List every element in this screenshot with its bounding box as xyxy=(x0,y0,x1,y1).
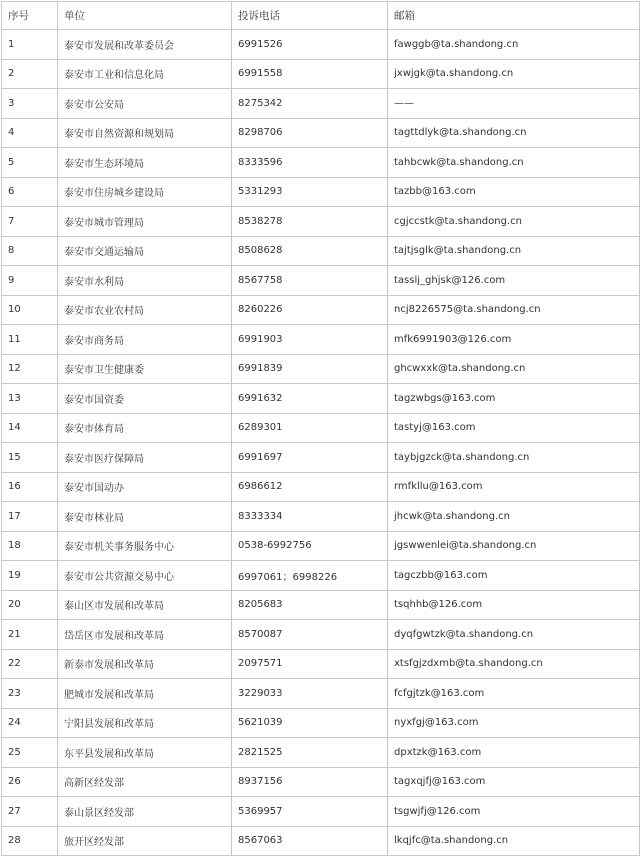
table-row xyxy=(2,826,640,856)
cell-phone: 6991558 xyxy=(232,59,388,89)
cell-unit: 泰安市生态环境局 xyxy=(58,148,232,178)
cell-unit: 泰安市住房城乡建设局 xyxy=(58,177,232,207)
cell-unit: 泰安市工业和信息化局 xyxy=(58,59,232,89)
cell-seq: 2 xyxy=(2,59,58,89)
cell-phone: 8508628 xyxy=(232,236,388,266)
cell-unit: 泰安市国资委 xyxy=(58,384,232,414)
cell-email: —— xyxy=(388,89,640,119)
table-row xyxy=(2,679,640,709)
header-row xyxy=(2,2,640,30)
cell-unit: 泰安市体育局 xyxy=(58,413,232,443)
cell-unit: 泰安市城市管理局 xyxy=(58,207,232,237)
table-row xyxy=(2,708,640,738)
cell-email: ncj8226575@ta.shandong.cn xyxy=(388,295,640,325)
cell-unit: 泰安市交通运输局 xyxy=(58,236,232,266)
cell-phone: 2097571 xyxy=(232,649,388,679)
cell-seq: 26 xyxy=(2,767,58,797)
cell-email: xtsfgjzdxmb@ta.shandong.cn xyxy=(388,649,640,679)
cell-unit: 泰安市卫生健康委 xyxy=(58,354,232,384)
table-row xyxy=(2,236,640,266)
table-row xyxy=(2,620,640,650)
cell-unit: 东平县发展和改革局 xyxy=(58,738,232,768)
cell-seq: 27 xyxy=(2,797,58,827)
cell-email: tagxqjfj@163.com xyxy=(388,767,640,797)
header-seq: 序号 xyxy=(2,2,58,30)
cell-phone: 8567758 xyxy=(232,266,388,296)
cell-seq: 20 xyxy=(2,590,58,620)
cell-seq: 6 xyxy=(2,177,58,207)
cell-seq: 16 xyxy=(2,472,58,502)
cell-phone: 8570087 xyxy=(232,620,388,650)
complaint-contacts-table xyxy=(1,1,640,856)
cell-seq: 13 xyxy=(2,384,58,414)
cell-seq: 7 xyxy=(2,207,58,237)
table-row xyxy=(2,59,640,89)
cell-email: tazbb@163.com xyxy=(388,177,640,207)
cell-phone: 6289301 xyxy=(232,413,388,443)
table-header xyxy=(2,2,640,30)
cell-phone: 0538-6992756 xyxy=(232,531,388,561)
cell-seq: 10 xyxy=(2,295,58,325)
cell-email: nyxfgj@163.com xyxy=(388,708,640,738)
cell-unit: 泰安市自然资源和规划局 xyxy=(58,118,232,148)
cell-unit: 高新区经发部 xyxy=(58,767,232,797)
table-row xyxy=(2,207,640,237)
cell-seq: 1 xyxy=(2,30,58,60)
table-row xyxy=(2,295,640,325)
cell-email: tagttdlyk@ta.shandong.cn xyxy=(388,118,640,148)
cell-phone: 8937156 xyxy=(232,767,388,797)
table-row xyxy=(2,177,640,207)
cell-email: fawggb@ta.shandong.cn xyxy=(388,30,640,60)
table-row xyxy=(2,531,640,561)
cell-seq: 15 xyxy=(2,443,58,473)
table-row xyxy=(2,502,640,532)
cell-phone: 5331293 xyxy=(232,177,388,207)
cell-seq: 11 xyxy=(2,325,58,355)
cell-seq: 28 xyxy=(2,826,58,856)
cell-email: jhcwk@ta.shandong.cn xyxy=(388,502,640,532)
table-row xyxy=(2,738,640,768)
table-row xyxy=(2,767,640,797)
cell-email: tastyj@163.com xyxy=(388,413,640,443)
table-row xyxy=(2,590,640,620)
cell-seq: 4 xyxy=(2,118,58,148)
table-row xyxy=(2,443,640,473)
cell-seq: 9 xyxy=(2,266,58,296)
table-row xyxy=(2,561,640,591)
cell-phone: 3229033 xyxy=(232,679,388,709)
cell-phone: 2821525 xyxy=(232,738,388,768)
cell-seq: 23 xyxy=(2,679,58,709)
cell-phone: 6997061；6998226 xyxy=(232,561,388,591)
cell-seq: 14 xyxy=(2,413,58,443)
cell-email: tajtjsglk@ta.shandong.cn xyxy=(388,236,640,266)
cell-unit: 旅开区经发部 xyxy=(58,826,232,856)
table-row xyxy=(2,118,640,148)
cell-seq: 24 xyxy=(2,708,58,738)
table-row xyxy=(2,325,640,355)
cell-email: taybjgzck@ta.shandong.cn xyxy=(388,443,640,473)
cell-email: dpxtzk@163.com xyxy=(388,738,640,768)
cell-phone: 8205683 xyxy=(232,590,388,620)
cell-unit: 泰安市商务局 xyxy=(58,325,232,355)
cell-unit: 泰安市公共资源交易中心 xyxy=(58,561,232,591)
table-row xyxy=(2,148,640,178)
cell-email: cgjccstk@ta.shandong.cn xyxy=(388,207,640,237)
cell-seq: 25 xyxy=(2,738,58,768)
cell-unit: 泰安市林业局 xyxy=(58,502,232,532)
cell-seq: 18 xyxy=(2,531,58,561)
cell-unit: 泰安市发展和改革委员会 xyxy=(58,30,232,60)
cell-seq: 5 xyxy=(2,148,58,178)
cell-email: fcfgjtzk@163.com xyxy=(388,679,640,709)
cell-phone: 5369957 xyxy=(232,797,388,827)
cell-unit: 泰安市水利局 xyxy=(58,266,232,296)
cell-email: tagzwbgs@163.com xyxy=(388,384,640,414)
cell-phone: 6991697 xyxy=(232,443,388,473)
cell-phone: 8333596 xyxy=(232,148,388,178)
cell-seq: 8 xyxy=(2,236,58,266)
cell-seq: 3 xyxy=(2,89,58,119)
cell-phone: 8538278 xyxy=(232,207,388,237)
cell-phone: 5621039 xyxy=(232,708,388,738)
cell-unit: 泰安市国动办 xyxy=(58,472,232,502)
cell-phone: 6991526 xyxy=(232,30,388,60)
table-row xyxy=(2,89,640,119)
table-row xyxy=(2,413,640,443)
cell-phone: 6991839 xyxy=(232,354,388,384)
cell-email: ghcwxxk@ta.shandong.cn xyxy=(388,354,640,384)
cell-phone: 8333334 xyxy=(232,502,388,532)
cell-email: tahbcwk@ta.shandong.cn xyxy=(388,148,640,178)
table-row xyxy=(2,30,640,60)
cell-unit: 泰安市机关事务服务中心 xyxy=(58,531,232,561)
cell-email: jxwjgk@ta.shandong.cn xyxy=(388,59,640,89)
table-row xyxy=(2,354,640,384)
cell-unit: 宁阳县发展和改革局 xyxy=(58,708,232,738)
table-row xyxy=(2,472,640,502)
cell-seq: 12 xyxy=(2,354,58,384)
cell-unit: 泰安市医疗保障局 xyxy=(58,443,232,473)
cell-email: tagczbb@163.com xyxy=(388,561,640,591)
table-row xyxy=(2,649,640,679)
cell-phone: 8275342 xyxy=(232,89,388,119)
cell-unit: 泰安市公安局 xyxy=(58,89,232,119)
cell-seq: 17 xyxy=(2,502,58,532)
cell-email: jgswwenlei@ta.shandong.cn xyxy=(388,531,640,561)
table-body xyxy=(2,30,640,856)
cell-phone: 6991632 xyxy=(232,384,388,414)
cell-email: tsgwjfj@126.com xyxy=(388,797,640,827)
cell-email: mfk6991903@126.com xyxy=(388,325,640,355)
cell-unit: 肥城市发展和改革局 xyxy=(58,679,232,709)
cell-unit: 泰安市农业农村局 xyxy=(58,295,232,325)
header-email: 邮箱 xyxy=(388,2,640,30)
cell-seq: 19 xyxy=(2,561,58,591)
cell-email: tsqhhb@126.com xyxy=(388,590,640,620)
cell-phone: 8298706 xyxy=(232,118,388,148)
table-row xyxy=(2,384,640,414)
cell-seq: 21 xyxy=(2,620,58,650)
header-phone: 投诉电话 xyxy=(232,2,388,30)
cell-phone: 6986612 xyxy=(232,472,388,502)
header-unit: 单位 xyxy=(58,2,232,30)
cell-phone: 6991903 xyxy=(232,325,388,355)
table-row xyxy=(2,797,640,827)
cell-seq: 22 xyxy=(2,649,58,679)
cell-email: dyqfgwtzk@ta.shandong.cn xyxy=(388,620,640,650)
cell-unit: 泰山区市发展和改革局 xyxy=(58,590,232,620)
cell-email: rmfkllu@163.com xyxy=(388,472,640,502)
cell-phone: 8260226 xyxy=(232,295,388,325)
cell-unit: 泰山景区经发部 xyxy=(58,797,232,827)
cell-email: lkqjfc@ta.shandong.cn xyxy=(388,826,640,856)
cell-unit: 岱岳区市发展和改革局 xyxy=(58,620,232,650)
table-row xyxy=(2,266,640,296)
cell-email: tasslj_ghjsk@126.com xyxy=(388,266,640,296)
cell-phone: 8567063 xyxy=(232,826,388,856)
cell-unit: 新泰市发展和改革局 xyxy=(58,649,232,679)
